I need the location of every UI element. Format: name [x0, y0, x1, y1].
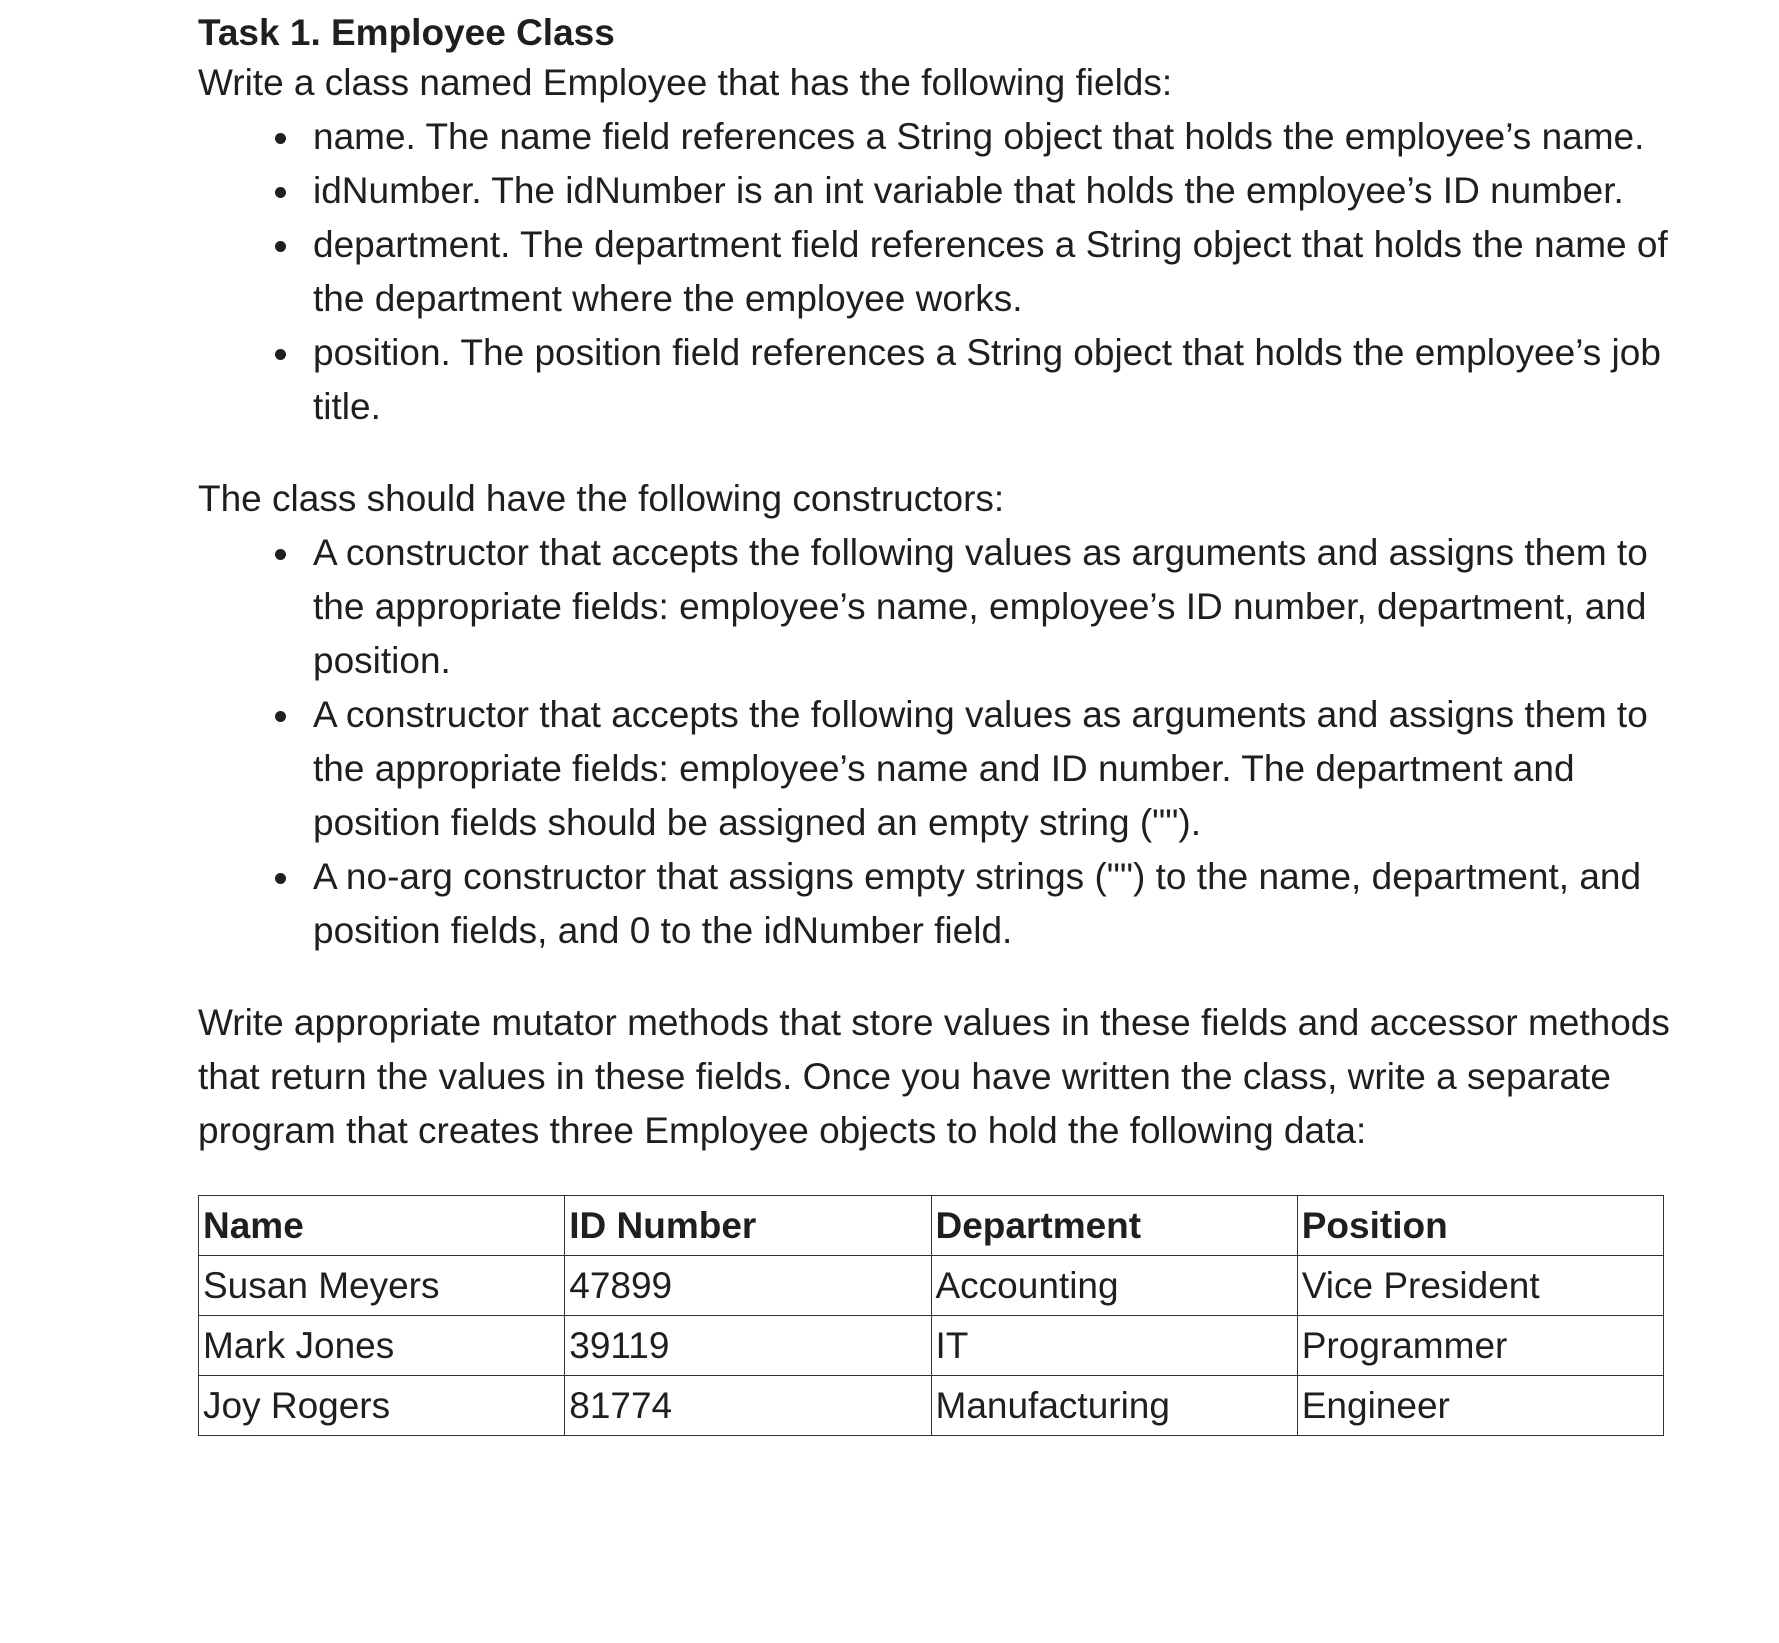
- cell-name: Mark Jones: [199, 1316, 565, 1376]
- column-header-name: Name: [199, 1196, 565, 1256]
- column-header-position: Position: [1297, 1196, 1663, 1256]
- constructor-item-no-arg: A no-arg constructor that assigns empty strings ("") to the name, department, and position fields, and 0 to the idNumber field.: [198, 850, 1673, 958]
- cell-department: Accounting: [931, 1256, 1297, 1316]
- cell-position: Programmer: [1297, 1316, 1663, 1376]
- table-row: [199, 1316, 1664, 1376]
- field-item-name: name. The name field references a String object that holds the employee’s name.: [198, 110, 1673, 164]
- constructor-item-full: A constructor that accepts the following values as arguments and assigns them to the appropriate fields: employee’s name, employee’s ID number, department, and position.: [198, 526, 1673, 688]
- document-page: [198, 10, 1673, 1436]
- cell-name: Joy Rogers: [199, 1376, 565, 1436]
- cell-id-number: 47899: [565, 1256, 931, 1316]
- table-row: [199, 1376, 1664, 1436]
- column-header-id-number: ID Number: [565, 1196, 931, 1256]
- constructors-heading: The class should have the following constructors:: [198, 478, 1005, 519]
- cell-department: Manufacturing: [931, 1376, 1297, 1436]
- cell-position: Engineer: [1297, 1376, 1663, 1436]
- constructors-list: [198, 526, 1673, 958]
- cell-id-number: 81774: [565, 1376, 931, 1436]
- table-row: [199, 1256, 1664, 1316]
- field-item-department: department. The department field references a String object that holds the name of the department where the employee works.: [198, 218, 1673, 326]
- closing-paragraph: Write appropriate mutator methods that store values in these fields and accessor methods that return the values in these fields. Once you have written the class, write a separate program that creates three Employee objects to hold the following data:: [198, 1002, 1670, 1151]
- intro-paragraph: Write a class named Employee that has the following fields:: [198, 62, 1173, 103]
- cell-name: Susan Meyers: [199, 1256, 565, 1316]
- constructor-item-name-id: A constructor that accepts the following values as arguments and assigns them to the appropriate fields: employee’s name and ID number. The department and position fields should be assigned an empty string ("").: [198, 688, 1673, 850]
- cell-id-number: 39119: [565, 1316, 931, 1376]
- fields-list: [198, 110, 1673, 434]
- table-header-row: [199, 1196, 1664, 1256]
- field-item-idnumber: idNumber. The idNumber is an int variable that holds the employee’s ID number.: [198, 164, 1673, 218]
- cell-department: IT: [931, 1316, 1297, 1376]
- employee-data-table: [198, 1195, 1664, 1436]
- cell-position: Vice President: [1297, 1256, 1663, 1316]
- task-title: Task 1. Employee Class: [198, 12, 615, 53]
- field-item-position: position. The position field references a String object that holds the employee’s job title.: [198, 326, 1673, 434]
- column-header-department: Department: [931, 1196, 1297, 1256]
